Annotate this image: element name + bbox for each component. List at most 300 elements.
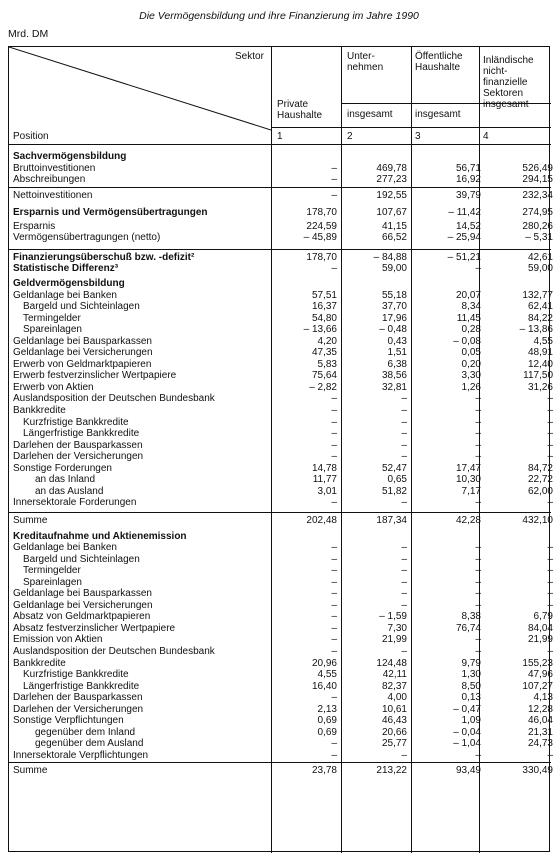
- header-col1-number: 1: [277, 131, 283, 142]
- cell-value: 52,47: [381, 462, 407, 474]
- row-label: Sonstige Forderungen: [13, 462, 112, 474]
- cell-value: – 5,31: [525, 232, 553, 244]
- table-row: [9, 600, 551, 612]
- row-label: Längerfristige Bankkredite: [23, 428, 140, 440]
- cell-value: – 13,66: [303, 324, 337, 336]
- cell-value: –: [331, 749, 337, 761]
- cell-value: –: [475, 497, 481, 509]
- cell-value: 4,55: [533, 335, 553, 347]
- cell-value: 12,40: [527, 358, 553, 370]
- cell-value: 11,45: [456, 312, 481, 324]
- table-row: [9, 681, 551, 693]
- cell-value: 0,05: [461, 347, 481, 359]
- cell-value: –: [475, 634, 481, 646]
- cell-value: 224,59: [306, 220, 337, 232]
- cell-value: –: [331, 189, 337, 201]
- cell-value: 20,66: [381, 726, 407, 738]
- row-label: Innersektorale Verpflichtungen: [13, 749, 149, 761]
- cell-value: –: [547, 439, 553, 451]
- row-label: Bargeld und Sichteinlagen: [23, 553, 140, 565]
- table-row: [9, 658, 551, 670]
- table-row: [9, 207, 551, 219]
- cell-value: – 0,48: [379, 324, 407, 336]
- row-label: Auslandsposition der Deutschen Bundesbank: [13, 646, 215, 657]
- cell-value: – 0,04: [453, 726, 481, 738]
- table-row: [9, 313, 551, 325]
- cell-value: 0,69: [317, 715, 337, 727]
- cell-value: –: [331, 542, 337, 554]
- cell-value: 41,15: [381, 220, 407, 232]
- cell-value: 37,70: [381, 301, 407, 313]
- cell-value: 32,81: [381, 381, 407, 393]
- cell-value: 4,20: [317, 335, 337, 347]
- cell-value: 84,04: [527, 622, 553, 634]
- cell-value: 17,47: [455, 462, 481, 474]
- cell-value: –: [331, 263, 337, 275]
- row-label: Längerfristige Bankkredite: [23, 680, 140, 692]
- cell-value: 107,27: [522, 680, 553, 692]
- cell-value: 66,52: [381, 232, 407, 244]
- cell-value: 82,37: [381, 680, 407, 692]
- cell-value: 8,34: [461, 301, 481, 313]
- table-row: [9, 646, 551, 658]
- header-col2-insgesamt: insgesamt: [347, 109, 393, 120]
- table-row: [9, 497, 551, 509]
- cell-value: –: [331, 634, 337, 646]
- cell-value: 47,96: [527, 669, 553, 681]
- table-row: [9, 359, 551, 371]
- cell-value: 11,77: [312, 474, 337, 486]
- cell-value: –: [475, 393, 481, 405]
- row-label: Abschreibungen: [13, 174, 86, 186]
- cell-value: –: [401, 749, 407, 761]
- cell-value: 21,31: [527, 726, 553, 738]
- cell-value: –: [331, 393, 337, 405]
- cell-value: 0,13: [461, 692, 481, 704]
- cell-value: –: [547, 588, 553, 600]
- row-label: Darlehen der Bausparkassen: [13, 439, 143, 451]
- row-label: Ersparnis: [13, 220, 56, 232]
- cell-value: –: [475, 263, 481, 275]
- cell-value: 16,37: [311, 301, 337, 313]
- cell-value: 187,34: [376, 514, 407, 526]
- cell-value: 76,74: [455, 622, 481, 634]
- cell-value: –: [401, 451, 407, 463]
- header-col3-number: 3: [415, 131, 421, 142]
- cell-value: –: [331, 405, 337, 416]
- cell-value: 75,64: [311, 370, 337, 382]
- cell-value: 38,56: [381, 370, 407, 382]
- cell-value: 3,30: [461, 370, 481, 382]
- cell-value: –: [331, 439, 337, 451]
- row-label: Summe: [13, 764, 48, 776]
- data-table: [8, 46, 553, 852]
- table-row: [9, 577, 551, 589]
- cell-value: 469,78: [376, 162, 407, 174]
- row-label: Emission von Aktien: [13, 634, 103, 646]
- row-label: Erwerb festverzinslicher Wertpapiere: [13, 370, 177, 382]
- cell-value: 526,49: [522, 162, 553, 174]
- table-row: [9, 565, 551, 577]
- table-row: [9, 704, 551, 716]
- cell-value: –: [331, 576, 337, 588]
- row-label: Summe: [13, 514, 48, 526]
- row-label: Erwerb von Aktien: [13, 381, 94, 393]
- cell-value: –: [475, 588, 481, 600]
- header-sektor: Sektor: [235, 51, 264, 62]
- cell-value: –: [331, 162, 337, 174]
- table-row: [9, 232, 551, 244]
- table-row: [9, 669, 551, 681]
- row-label: Innersektorale Forderungen: [13, 497, 137, 509]
- cell-value: –: [331, 611, 337, 623]
- row-label: Termingelder: [23, 312, 81, 324]
- cell-value: –: [475, 416, 481, 428]
- cell-value: –: [547, 405, 553, 416]
- cell-value: 42,11: [382, 669, 407, 681]
- row-label: Ersparnis und Vermögensübertragungen: [13, 207, 208, 219]
- row-label: Absatz festverzinslicher Wertpapiere: [13, 622, 176, 634]
- table-row: [9, 715, 551, 727]
- cell-value: – 84,88: [373, 251, 407, 263]
- table-row: [9, 451, 551, 463]
- cell-value: –: [331, 416, 337, 428]
- cell-value: – 25,94: [447, 232, 481, 244]
- row-label: Bankkredite: [13, 657, 66, 669]
- cell-value: 6,79: [533, 611, 553, 623]
- cell-value: –: [331, 174, 337, 186]
- row-label: Bankkredite: [13, 405, 66, 416]
- cell-value: 274,95: [522, 207, 553, 219]
- table-row: [9, 750, 551, 762]
- row-label: Absatz von Geldmarktpapieren: [13, 611, 151, 623]
- cell-value: 5,83: [317, 358, 337, 370]
- cell-value: –: [331, 553, 337, 565]
- row-separator: [9, 762, 551, 763]
- cell-value: 55,18: [381, 289, 407, 301]
- row-label: Darlehen der Bausparkassen: [13, 692, 143, 704]
- cell-value: 46,43: [381, 715, 407, 727]
- cell-value: 39,79: [455, 189, 481, 201]
- cell-value: 57,51: [311, 289, 337, 301]
- row-label: Nettoinvestitionen: [13, 189, 93, 201]
- cell-value: 4,55: [317, 669, 337, 681]
- row-label: Geldanlage bei Banken: [13, 289, 117, 301]
- cell-value: –: [401, 439, 407, 451]
- table-row: [9, 463, 551, 475]
- cell-value: 4,00: [387, 692, 407, 704]
- cell-value: 2,13: [317, 703, 337, 715]
- table-row: [9, 278, 551, 290]
- cell-value: 93,49: [455, 764, 481, 776]
- header-col3-insgesamt: insgesamt: [415, 109, 461, 120]
- cell-value: 51,82: [381, 485, 407, 497]
- cell-value: –: [331, 588, 337, 600]
- cell-value: 42,61: [527, 251, 553, 263]
- cell-value: 3,01: [317, 485, 337, 497]
- cell-value: 31,26: [527, 381, 553, 393]
- cell-value: 232,34: [522, 189, 553, 201]
- cell-value: –: [547, 416, 553, 428]
- cell-value: – 11,42: [448, 207, 481, 219]
- row-label: Kreditaufnahme und Aktienemission: [13, 530, 187, 542]
- table-row: [9, 623, 551, 635]
- cell-value: 9,79: [461, 657, 481, 669]
- row-label: Auslandsposition der Deutschen Bundesbank: [13, 393, 215, 405]
- cell-value: –: [475, 749, 481, 761]
- table-row: [9, 382, 551, 394]
- cell-value: 42,28: [455, 514, 481, 526]
- table-row: [9, 151, 551, 163]
- table-row: [9, 252, 551, 264]
- cell-value: 0,28: [461, 324, 481, 336]
- cell-value: –: [475, 646, 481, 657]
- cell-value: –: [475, 599, 481, 611]
- cell-value: 24,73: [527, 738, 553, 750]
- cell-value: –: [475, 451, 481, 463]
- unit-label: Mrd. DM: [8, 28, 49, 40]
- cell-value: 432,10: [522, 514, 553, 526]
- cell-value: 62,00: [527, 485, 553, 497]
- table-row: [9, 428, 551, 440]
- header-position: Position: [13, 131, 49, 142]
- cell-value: –: [331, 428, 337, 440]
- cell-value: 107,67: [376, 207, 407, 219]
- row-label: Kurzfristige Bankkredite: [23, 669, 129, 681]
- table-row: [9, 324, 551, 336]
- header-subline: [341, 103, 551, 104]
- row-separator: [9, 512, 551, 513]
- table-row: [9, 347, 551, 359]
- cell-value: –: [475, 553, 481, 565]
- cell-value: 4,13: [533, 692, 553, 704]
- cell-value: 8,38: [461, 611, 481, 623]
- cell-value: 277,23: [376, 174, 407, 186]
- cell-value: –: [331, 692, 337, 704]
- cell-value: –: [547, 749, 553, 761]
- cell-value: 294,15: [522, 174, 553, 186]
- cell-value: –: [547, 565, 553, 577]
- cell-value: 6,38: [387, 358, 407, 370]
- cell-value: 330,49: [522, 764, 553, 776]
- cell-value: –: [331, 497, 337, 509]
- cell-value: 23,78: [311, 764, 337, 776]
- table-row: [9, 221, 551, 233]
- cell-value: 20,96: [311, 657, 337, 669]
- row-label: gegenüber dem Inland: [35, 726, 136, 738]
- row-label: Geldvermögensbildung: [13, 277, 125, 289]
- row-label: Sonstige Verpflichtungen: [13, 715, 124, 727]
- cell-value: –: [331, 451, 337, 463]
- cell-value: – 51,21: [447, 251, 481, 263]
- row-separator: [9, 187, 551, 188]
- cell-value: –: [475, 439, 481, 451]
- table-row: [9, 486, 551, 498]
- cell-value: 178,70: [306, 251, 337, 263]
- cell-value: – 2,82: [309, 381, 337, 393]
- cell-value: – 1,04: [453, 738, 481, 750]
- cell-value: – 1,59: [379, 611, 407, 623]
- cell-value: 84,72: [527, 462, 553, 474]
- table-row: [9, 542, 551, 554]
- cell-value: 155,23: [522, 657, 553, 669]
- table-row: [9, 554, 551, 566]
- table-row: [9, 634, 551, 646]
- header-bottom-line: [9, 144, 551, 145]
- table-row: [9, 301, 551, 313]
- cell-value: –: [547, 451, 553, 463]
- cell-value: –: [401, 646, 407, 657]
- table-row: [9, 417, 551, 429]
- cell-value: 47,35: [311, 347, 337, 359]
- table-row: [9, 474, 551, 486]
- row-label: an das Inland: [35, 474, 96, 486]
- cell-value: –: [401, 497, 407, 509]
- cell-value: 1,26: [461, 381, 481, 393]
- cell-value: –: [401, 393, 407, 405]
- cell-value: –: [475, 542, 481, 554]
- cell-value: –: [547, 599, 553, 611]
- header-col1-name: Private Haushalte: [277, 99, 323, 121]
- table-row: [9, 190, 551, 202]
- cell-value: –: [547, 646, 553, 657]
- cell-value: 12,28: [527, 703, 553, 715]
- row-label: Darlehen der Versicherungen: [13, 451, 144, 463]
- cell-value: 16,40: [311, 680, 337, 692]
- row-label: Erwerb von Geldmarktpapieren: [13, 358, 152, 370]
- cell-value: 10,30: [455, 474, 481, 486]
- table-row: [9, 765, 551, 777]
- cell-value: 8,50: [461, 680, 481, 692]
- cell-value: –: [401, 599, 407, 611]
- cell-value: –: [401, 553, 407, 565]
- cell-value: 0,43: [387, 335, 407, 347]
- row-label: Geldanlage bei Bausparkassen: [13, 335, 152, 347]
- row-separator: [9, 249, 551, 250]
- cell-value: –: [547, 428, 553, 440]
- cell-value: 25,77: [381, 738, 407, 750]
- table-row: [9, 727, 551, 739]
- cell-value: 21,99: [381, 634, 407, 646]
- row-label: gegenüber dem Ausland: [35, 738, 144, 750]
- cell-value: –: [331, 738, 337, 750]
- table-row: [9, 588, 551, 600]
- header-col4-name: Inländische nicht- finanzielle Sektoren insgesamt: [483, 55, 534, 110]
- table-row: [9, 370, 551, 382]
- table-row: [9, 263, 551, 275]
- cell-value: 20,07: [455, 289, 481, 301]
- cell-value: 48,91: [527, 347, 553, 359]
- cell-value: 0,65: [387, 474, 407, 486]
- row-label: Spareinlagen: [23, 324, 82, 336]
- table-title: Die Vermögensbildung und ihre Finanzierung im Jahre 1990: [139, 10, 419, 22]
- cell-value: 7,17: [461, 485, 481, 497]
- cell-value: 59,00: [527, 263, 553, 275]
- row-label: an das Ausland: [35, 485, 104, 497]
- cell-value: – 45,89: [303, 232, 337, 244]
- cell-value: –: [547, 553, 553, 565]
- cell-value: 22,72: [527, 474, 553, 486]
- cell-value: 21,99: [527, 634, 553, 646]
- cell-value: 46,04: [527, 715, 553, 727]
- table-row: [9, 515, 551, 527]
- row-label: Darlehen der Versicherungen: [13, 703, 144, 715]
- cell-value: 192,55: [376, 189, 407, 201]
- cell-value: –: [331, 599, 337, 611]
- cell-value: –: [331, 646, 337, 657]
- cell-value: –: [475, 428, 481, 440]
- row-label: Sachvermögensbildung: [13, 151, 127, 162]
- table-row: [9, 174, 551, 186]
- cell-value: –: [401, 542, 407, 554]
- row-label: Statistische Differenz³: [13, 263, 119, 275]
- cell-value: 84,22: [527, 312, 553, 324]
- table-row: [9, 738, 551, 750]
- row-label: Geldanlage bei Bausparkassen: [13, 588, 152, 600]
- cell-value: – 13,86: [519, 324, 553, 336]
- table-row: [9, 163, 551, 175]
- cell-value: 54,80: [311, 312, 337, 324]
- cell-value: –: [401, 588, 407, 600]
- cell-value: – 0,08: [453, 335, 481, 347]
- cell-value: –: [401, 416, 407, 428]
- cell-value: –: [547, 542, 553, 554]
- row-label: Geldanlage bei Versicherungen: [13, 347, 153, 359]
- row-label: Geldanlage bei Banken: [13, 542, 117, 554]
- cell-value: –: [547, 497, 553, 509]
- cell-value: 124,48: [376, 657, 407, 669]
- row-label: Bruttoinvestitionen: [13, 162, 96, 174]
- table-row: [9, 611, 551, 623]
- table-row: [9, 290, 551, 302]
- header-subline: [271, 127, 551, 128]
- cell-value: 202,48: [306, 514, 337, 526]
- cell-value: –: [475, 576, 481, 588]
- row-label: Bargeld und Sichteinlagen: [23, 301, 140, 313]
- cell-value: –: [401, 428, 407, 440]
- cell-value: 7,30: [387, 622, 407, 634]
- cell-value: –: [547, 393, 553, 405]
- cell-value: –: [331, 565, 337, 577]
- cell-value: 10,61: [381, 703, 407, 715]
- cell-value: 14,52: [455, 220, 481, 232]
- cell-value: –: [401, 565, 407, 577]
- cell-value: 178,70: [306, 207, 337, 219]
- cell-value: –: [331, 622, 337, 634]
- cell-value: 1,51: [387, 347, 407, 359]
- cell-value: 56,71: [455, 162, 481, 174]
- cell-value: 1,30: [461, 669, 481, 681]
- table-row: [9, 393, 551, 405]
- cell-value: 14,78: [311, 462, 337, 474]
- row-label: Vermögensübertragungen (netto): [13, 232, 161, 244]
- cell-value: 132,77: [522, 289, 553, 301]
- table-row: [9, 692, 551, 704]
- cell-value: 280,26: [522, 220, 553, 232]
- row-label: Termingelder: [23, 565, 81, 577]
- cell-value: –: [475, 405, 481, 416]
- table-row: [9, 531, 551, 543]
- cell-value: – 0,47: [453, 703, 481, 715]
- cell-value: 1,09: [461, 715, 481, 727]
- row-label: Finanzierungsüberschuß bzw. -defizit²: [13, 251, 195, 263]
- cell-value: –: [401, 405, 407, 416]
- row-label: Spareinlagen: [23, 576, 82, 588]
- cell-value: 16,92: [455, 174, 481, 186]
- header-col2-name: Unter- nehmen: [347, 51, 384, 73]
- cell-value: 117,50: [523, 370, 553, 382]
- cell-value: 62,41: [527, 301, 553, 313]
